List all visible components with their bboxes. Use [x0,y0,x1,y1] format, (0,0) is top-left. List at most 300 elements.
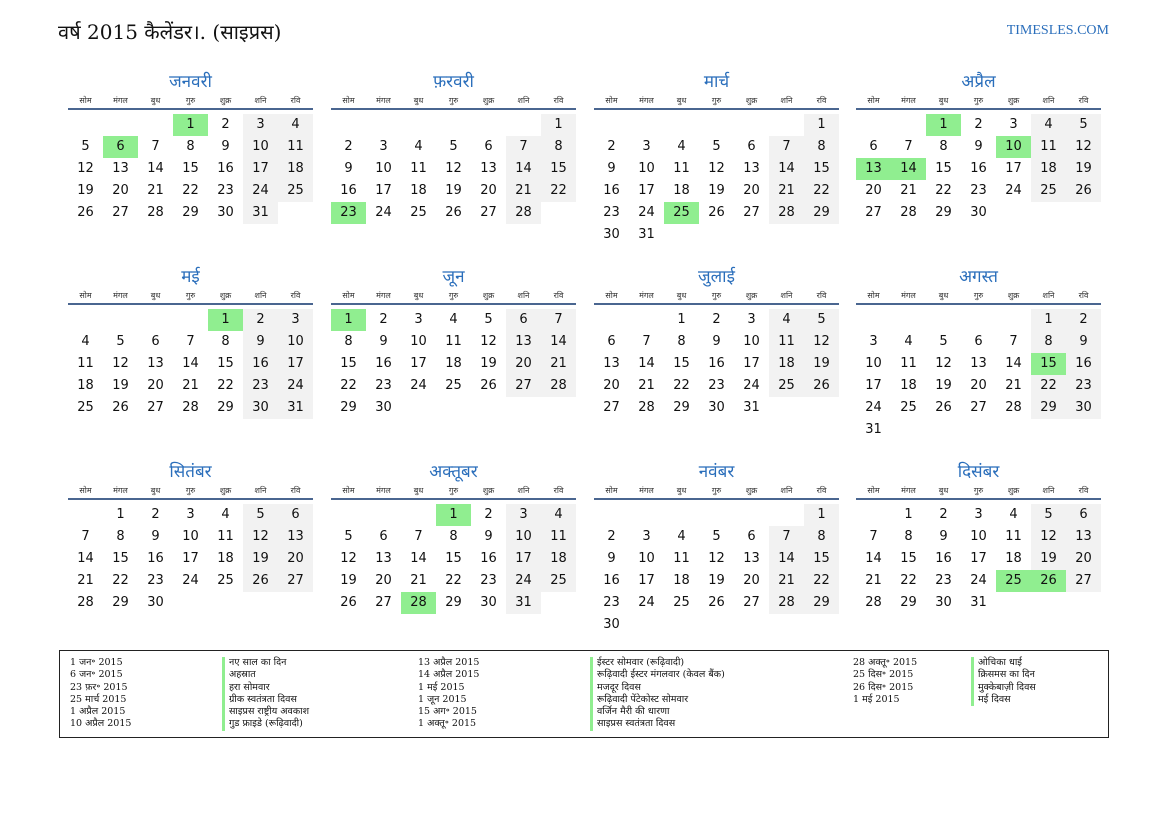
day-cell: 31 [506,592,541,614]
day-cell: 31 [243,202,278,224]
holiday-date: 25 मार्च 2015 [70,693,127,705]
day-cell: 17 [638,183,655,198]
holiday-date: 1 मई 2015 [418,681,465,693]
day-cell: 26 [1066,180,1101,202]
month-name: मई [181,267,200,287]
day-cell: 11 [410,161,427,176]
weekday-header [68,94,313,110]
month-name: जनवरी [169,72,212,92]
weekday-label: शनि [1042,96,1055,105]
empty-cell [331,504,366,526]
day-cell: 20 [112,183,129,198]
day-cell: 28 [638,400,655,415]
weekday-header [331,289,576,305]
empty-cell [471,114,506,136]
empty-cell [173,309,208,331]
weekday-label: मंगल [639,486,654,495]
day-cell: 5 [939,334,948,349]
day-cell: 3 [1009,117,1018,132]
day-grid [594,114,839,246]
holiday-date: 28 अक्तू॰ 2015 [853,657,918,668]
weekday-label: मंगल [901,291,916,300]
day-cell: 23 [603,205,620,220]
page-title: वर्ष 2015 कैलेंडर।. (साइप्रस) [58,20,282,44]
day-cell: 2 [151,507,160,522]
weekday-label: सोम [79,96,92,105]
weekday-label: गुरु [973,486,984,495]
day-cell: 4 [541,504,576,526]
day-cell: 3 [747,312,756,327]
empty-cell [366,114,401,136]
day-cell: 26 [1031,570,1066,592]
day-cell: 24 [243,180,278,202]
weekday-label: शुक्र [745,291,758,300]
day-cell: 21 [1005,378,1022,393]
day-cell: 5 [804,309,839,331]
day-cell: 24 [638,205,655,220]
holiday-date: 14 अप्रैल 2015 [418,669,480,681]
day-cell: 28 [769,202,804,224]
weekday-label: सोम [342,486,355,495]
day-cell: 3 [414,312,423,327]
weekday-label: शुक्र [482,96,495,105]
weekday-label: रवि [290,291,301,300]
weekday-label: सोम [342,96,355,105]
day-cell: 19 [445,183,462,198]
day-cell: 17 [243,158,278,180]
day-cell: 5 [81,139,90,154]
weekday-label: सोम [867,96,880,105]
day-cell: 22 [340,378,357,393]
month-name: अगस्त [959,267,998,287]
day-cell: 1 [173,114,208,136]
day-cell: 12 [77,161,94,176]
day-cell: 14 [1005,356,1022,371]
day-cell: 15 [340,356,357,371]
weekday-header [594,94,839,110]
weekday-label: शनि [1042,486,1055,495]
holiday-date: 13 अप्रैल 2015 [418,657,480,668]
day-cell: 13 [856,158,891,180]
day-cell: 10 [375,161,392,176]
weekday-label: मंगल [639,96,654,105]
site-link[interactable]: TIMESLES.COM [1006,23,1109,38]
day-cell: 19 [804,353,839,375]
day-cell: 7 [506,136,541,158]
day-cell: 3 [642,529,651,544]
weekday-label: बुध [150,96,161,105]
weekday-label: मंगल [901,486,916,495]
month-block [594,265,839,419]
day-cell: 21 [410,573,427,588]
day-grid [856,114,1101,224]
day-cell: 6 [506,309,541,331]
day-cell: 6 [607,334,616,349]
weekday-label: सोम [605,96,618,105]
month-block [331,265,576,419]
day-cell: 12 [935,356,952,371]
day-cell: 15 [1031,353,1066,375]
weekday-label: गुरु [448,486,459,495]
month-block [856,70,1101,224]
day-cell: 28 [769,592,804,614]
empty-cell [68,504,103,526]
day-cell: 6 [103,136,138,158]
day-cell: 4 [449,312,458,327]
weekday-label: मंगल [376,291,391,300]
day-cell: 28 [401,592,436,614]
day-cell: 21 [541,353,576,375]
day-cell: 12 [340,551,357,566]
day-cell: 24 [410,378,427,393]
day-cell: 29 [900,595,917,610]
weekday-label: शुक्र [219,96,232,105]
day-cell: 25 [900,400,917,415]
day-cell: 19 [1066,158,1101,180]
empty-cell [891,114,926,136]
day-cell: 2 [379,312,388,327]
weekday-label: गुरु [448,291,459,300]
day-cell: 5 [344,529,353,544]
day-cell: 25 [77,400,94,415]
day-cell: 30 [243,397,278,419]
day-cell: 7 [642,334,651,349]
day-cell: 16 [243,353,278,375]
day-cell: 16 [708,356,725,371]
month-block [594,460,839,636]
day-cell: 7 [869,529,878,544]
day-cell: 18 [769,353,804,375]
day-cell: 30 [603,227,620,242]
day-cell: 30 [375,400,392,415]
holiday-name: क्रिसमस का दिन [971,669,1036,681]
holiday-date: 6 जन॰ 2015 [70,669,123,681]
holiday-name: ओचिका धाई [971,657,1036,669]
empty-cell [138,309,173,331]
weekday-label: गुरु [973,291,984,300]
day-cell: 20 [743,573,760,588]
weekday-label: रवि [1078,96,1089,105]
holiday-name: मजदूर दिवस [590,682,725,694]
weekday-label: शनि [254,96,267,105]
weekday-label: शुक्र [745,96,758,105]
day-cell: 2 [1066,309,1101,331]
day-cell: 29 [112,595,129,610]
empty-cell [68,309,103,331]
day-cell: 27 [865,205,882,220]
weekday-label: शनि [780,291,793,300]
day-cell: 24 [375,205,392,220]
day-cell: 26 [935,400,952,415]
day-cell: 19 [480,356,497,371]
weekday-label: सोम [79,486,92,495]
day-cell: 28 [900,205,917,220]
day-grid [594,309,839,419]
holiday-name: नए साल का दिन [222,657,309,669]
day-cell: 13 [112,161,129,176]
day-cell: 27 [375,595,392,610]
day-cell: 31 [743,400,760,415]
day-cell: 26 [243,570,278,592]
empty-cell [594,504,629,526]
day-cell: 12 [804,331,839,353]
day-cell: 5 [484,312,493,327]
weekday-label: बुध [676,96,687,105]
empty-cell [664,114,699,136]
day-cell: 18 [77,378,94,393]
weekday-label: सोम [79,291,92,300]
weekday-label: सोम [342,291,355,300]
day-cell: 23 [243,375,278,397]
empty-cell [331,114,366,136]
day-cell: 14 [865,551,882,566]
day-cell: 13 [278,526,313,548]
weekday-label: शनि [517,486,530,495]
empty-cell [769,114,804,136]
day-cell: 28 [77,595,94,610]
day-cell: 3 [974,507,983,522]
day-cell: 3 [379,139,388,154]
day-cell: 23 [708,378,725,393]
weekday-label: मंगल [901,96,916,105]
day-cell: 6 [151,334,160,349]
day-cell: 1 [436,504,471,526]
day-cell: 15 [217,356,234,371]
day-cell: 20 [743,183,760,198]
day-cell: 14 [638,356,655,371]
day-grid [594,504,839,636]
weekday-label: शुक्र [1007,291,1020,300]
day-cell: 13 [506,331,541,353]
day-cell: 16 [970,161,987,176]
day-cell: 4 [1031,114,1066,136]
day-cell: 6 [278,504,313,526]
day-cell: 24 [278,375,313,397]
day-cell: 11 [278,136,313,158]
day-cell: 26 [708,205,725,220]
weekday-label: गुरु [185,291,196,300]
day-cell: 4 [414,139,423,154]
weekday-label: शनि [780,96,793,105]
day-cell: 25 [673,595,690,610]
day-cell: 11 [769,331,804,353]
weekday-label: शुक्र [482,486,495,495]
day-cell: 19 [340,573,357,588]
day-cell: 30 [708,400,725,415]
day-cell: 13 [603,356,620,371]
weekday-label: मंगल [113,486,128,495]
day-cell: 6 [379,529,388,544]
day-cell: 8 [344,334,353,349]
day-cell: 15 [935,161,952,176]
day-cell: 23 [970,183,987,198]
day-cell: 21 [638,378,655,393]
day-cell: 29 [804,592,839,614]
day-cell: 16 [603,183,620,198]
day-cell: 2 [607,529,616,544]
day-cell: 25 [1031,180,1066,202]
day-cell: 9 [939,529,948,544]
day-cell: 9 [151,529,160,544]
day-cell: 28 [147,205,164,220]
day-cell: 12 [480,334,497,349]
day-cell: 10 [743,334,760,349]
day-cell: 26 [445,205,462,220]
day-cell: 8 [221,334,230,349]
day-cell: 7 [769,526,804,548]
day-cell: 12 [1066,136,1101,158]
day-cell: 26 [340,595,357,610]
weekday-label: बुध [413,486,424,495]
weekday-label: मंगल [376,486,391,495]
day-cell: 27 [147,400,164,415]
day-cell: 7 [414,529,423,544]
weekday-header [856,289,1101,305]
day-cell: 4 [904,334,913,349]
holiday-date: 1 जून 2015 [418,693,467,705]
day-cell: 15 [182,161,199,176]
day-cell: 19 [708,573,725,588]
day-cell: 18 [541,548,576,570]
weekday-label: बुध [938,486,949,495]
day-cell: 17 [638,573,655,588]
day-cell: 22 [935,183,952,198]
day-cell: 22 [182,183,199,198]
day-cell: 27 [743,595,760,610]
weekday-label: मंगल [113,96,128,105]
holiday-date: 10 अप्रैल 2015 [70,718,132,730]
day-cell: 14 [891,158,926,180]
holiday-name: साइप्रस राष्ट्रीय अवकाश [222,706,309,718]
holiday-name: रूढ़िवादी ईस्टर मंगलवार (केवल बैंक) [590,669,725,681]
weekday-label: गुरु [448,96,459,105]
month-name: दिसंबर [957,462,1000,482]
day-cell: 30 [970,205,987,220]
day-cell: 18 [278,158,313,180]
day-cell: 28 [865,595,882,610]
day-cell: 3 [642,139,651,154]
day-cell: 21 [506,180,541,202]
day-cell: 11 [673,161,690,176]
day-cell: 11 [1031,136,1066,158]
day-cell: 19 [708,183,725,198]
day-cell: 26 [708,595,725,610]
holiday-date: 1 अप्रैल 2015 [70,706,126,718]
day-cell: 19 [243,548,278,570]
empty-cell [856,114,891,136]
day-cell: 14 [506,158,541,180]
day-cell: 10 [243,136,278,158]
day-cell: 10 [996,136,1031,158]
day-cell: 16 [147,551,164,566]
weekday-label: शुक्र [1007,486,1020,495]
month-name: अक्तूबर [429,462,478,482]
empty-cell [401,504,436,526]
day-cell: 7 [151,139,160,154]
day-cell: 8 [449,529,458,544]
day-cell: 30 [603,617,620,632]
day-cell: 17 [970,551,987,566]
weekday-label: बुध [150,486,161,495]
weekday-label: शनि [517,96,530,105]
day-cell: 24 [182,573,199,588]
day-cell: 9 [974,139,983,154]
weekday-label: रवि [553,96,564,105]
empty-cell [103,309,138,331]
day-cell: 26 [804,375,839,397]
day-cell: 21 [147,183,164,198]
day-cell: 8 [904,529,913,544]
empty-cell [401,114,436,136]
day-cell: 9 [344,161,353,176]
month-block [856,460,1101,614]
empty-cell [629,309,664,331]
day-cell: 2 [484,507,493,522]
day-cell: 18 [900,378,917,393]
weekday-header [331,94,576,110]
day-cell: 5 [449,139,458,154]
empty-cell [926,309,961,331]
day-cell: 30 [217,205,234,220]
day-cell: 20 [278,548,313,570]
day-cell: 18 [1031,158,1066,180]
day-cell: 27 [278,570,313,592]
day-cell: 24 [638,595,655,610]
day-cell: 10 [970,529,987,544]
day-cell: 8 [541,136,576,158]
day-cell: 2 [221,117,230,132]
day-cell: 20 [375,573,392,588]
day-cell: 29 [217,400,234,415]
weekday-label: सोम [867,486,880,495]
weekday-label: गुरु [711,96,722,105]
weekday-label: शुक्र [219,486,232,495]
day-cell: 6 [484,139,493,154]
day-cell: 17 [865,378,882,393]
day-cell: 9 [607,551,616,566]
day-cell: 7 [904,139,913,154]
day-cell: 6 [747,139,756,154]
day-cell: 7 [81,529,90,544]
day-cell: 2 [712,312,721,327]
day-cell: 25 [996,570,1031,592]
day-cell: 4 [221,507,230,522]
day-cell: 16 [1066,353,1101,375]
weekday-label: शनि [254,486,267,495]
day-cell: 9 [243,331,278,353]
day-cell: 2 [939,507,948,522]
empty-cell [664,504,699,526]
day-cell: 5 [1066,114,1101,136]
weekday-label: बुध [150,291,161,300]
day-cell: 12 [1031,526,1066,548]
day-cell: 9 [1066,331,1101,353]
holiday-date: 1 मई 2015 [853,693,900,705]
day-cell: 13 [147,356,164,371]
weekday-label: बुध [676,486,687,495]
day-cell: 21 [865,573,882,588]
day-cell: 10 [182,529,199,544]
day-cell: 24 [1005,183,1022,198]
weekday-label: रवि [290,486,301,495]
day-cell: 6 [869,139,878,154]
day-cell: 18 [1005,551,1022,566]
day-cell: 25 [769,375,804,397]
day-cell: 4 [769,309,804,331]
holiday-name: साइप्रस स्वतंत्रता दिवस [590,718,725,730]
weekday-header [331,484,576,500]
day-cell: 24 [970,573,987,588]
